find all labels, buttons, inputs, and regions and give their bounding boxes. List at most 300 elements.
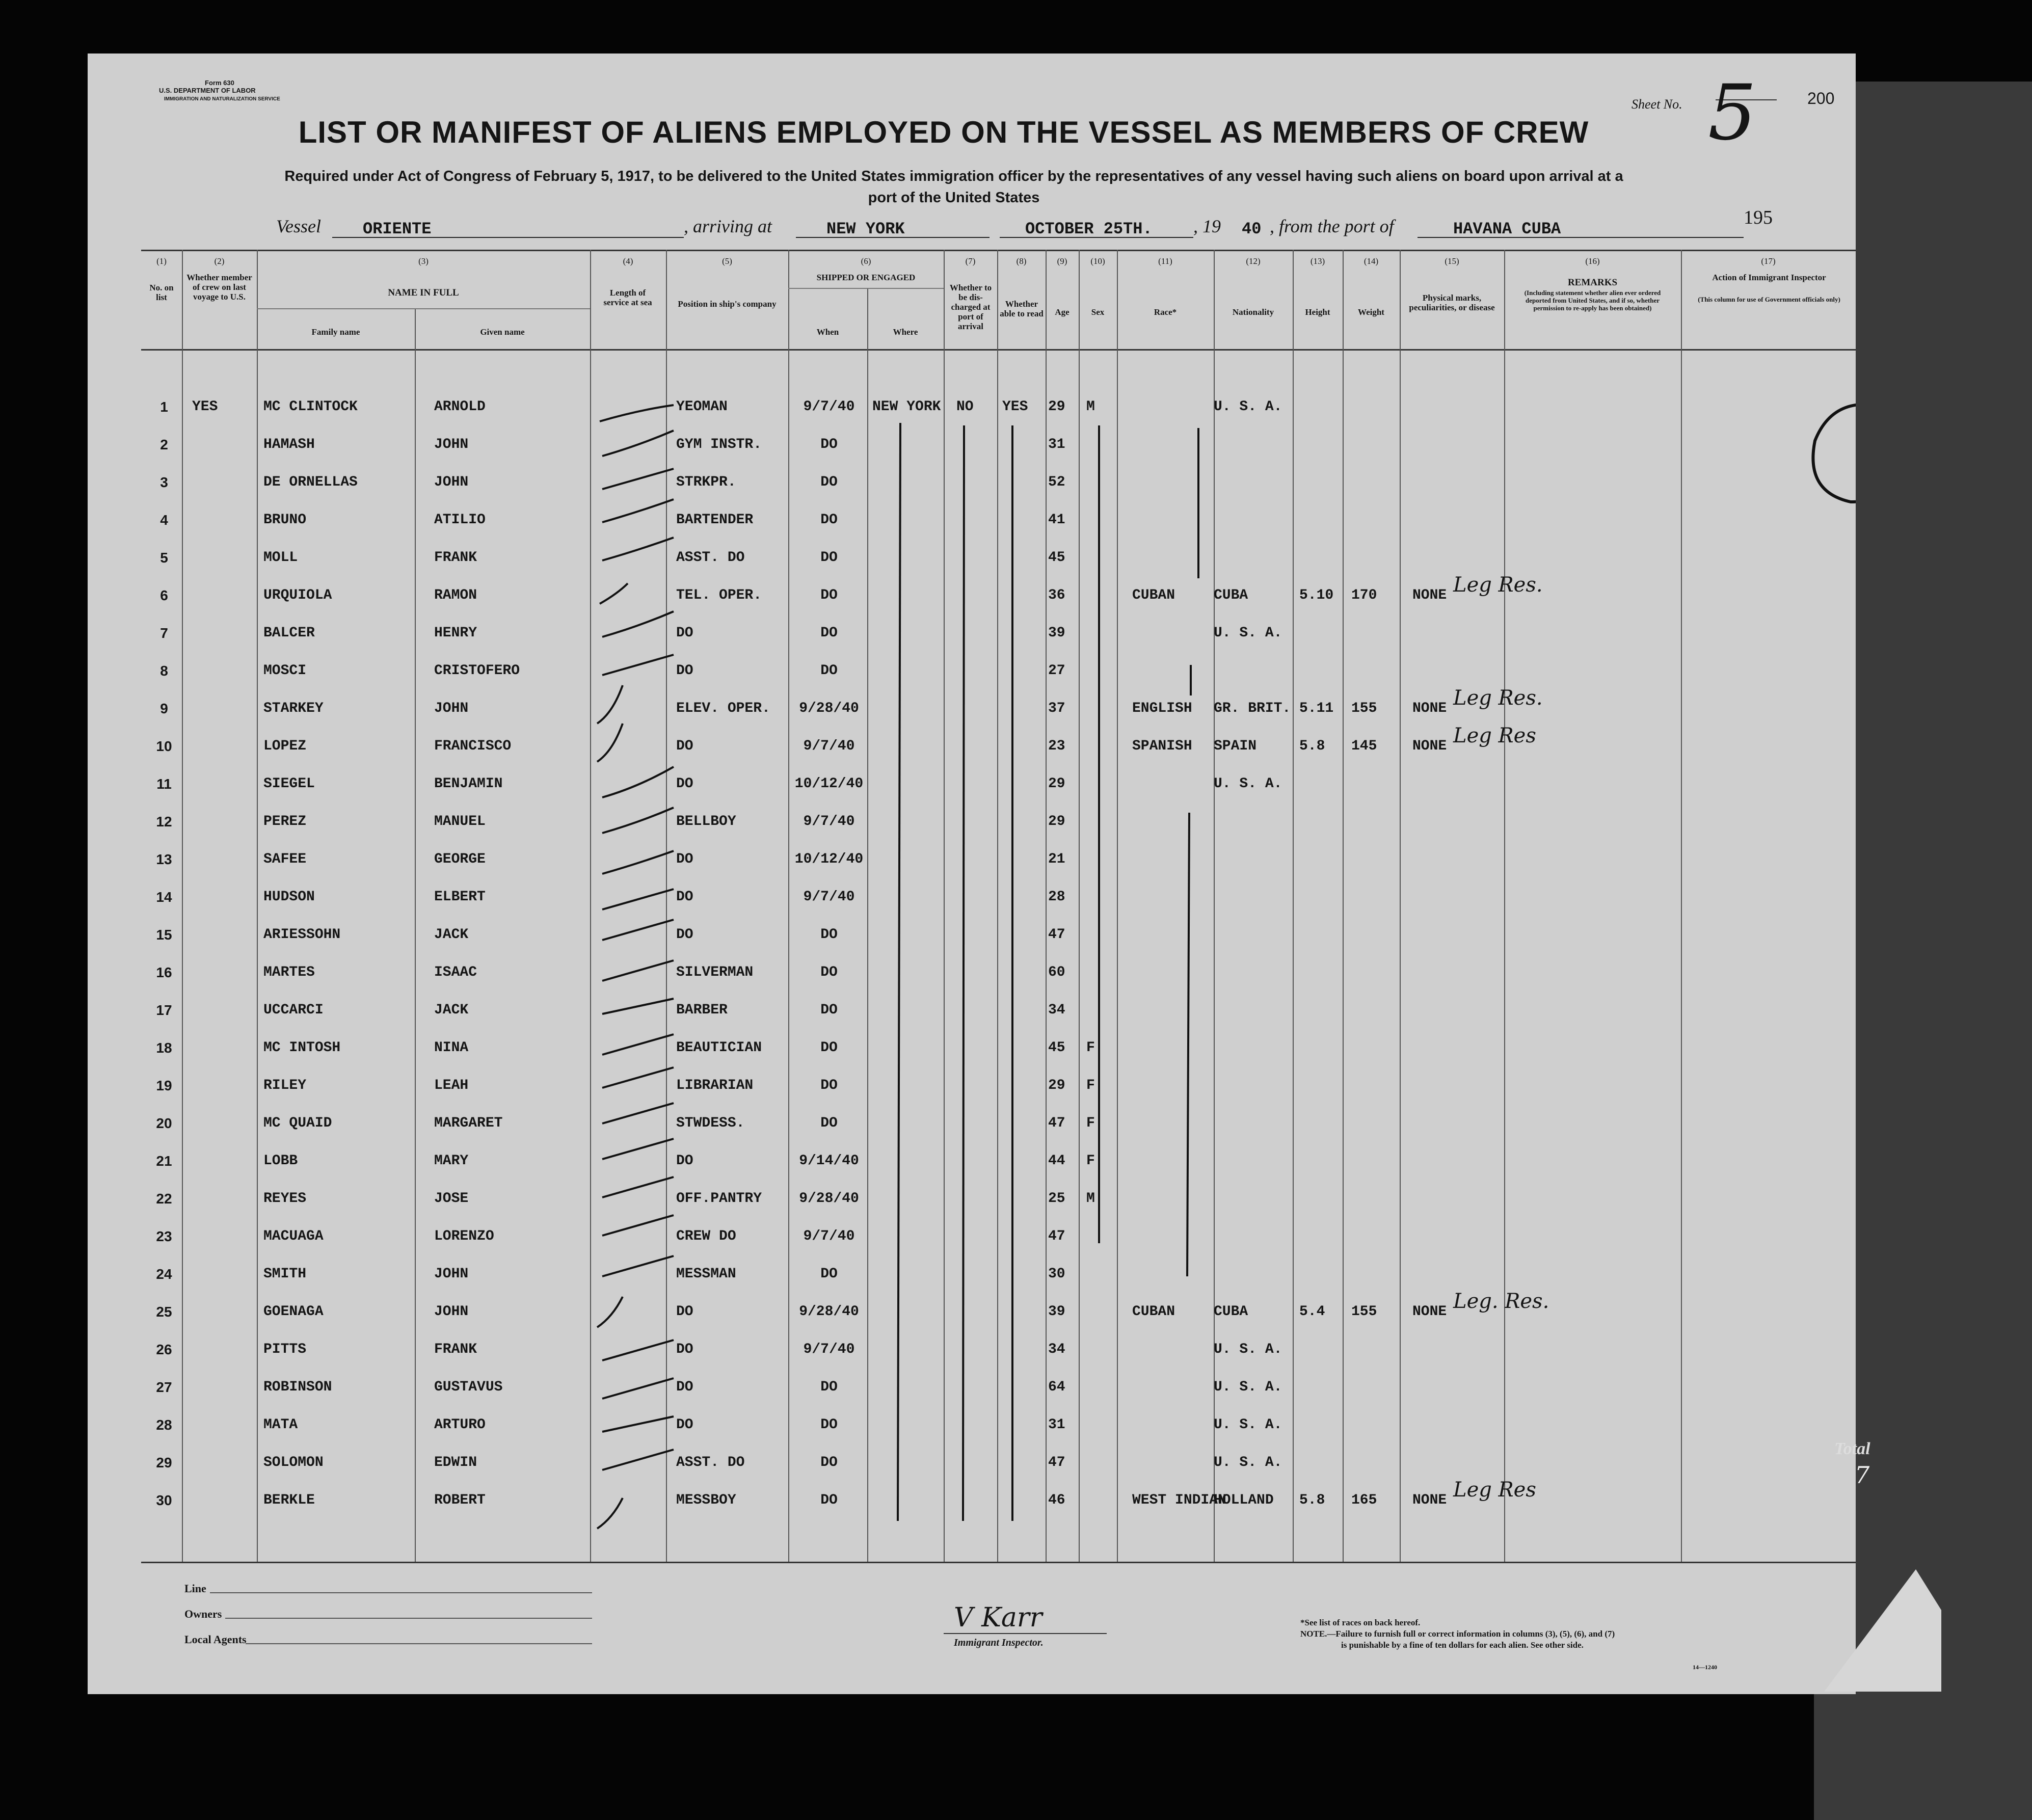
header-sex: Sex [1091,307,1105,317]
cell-when: DO [820,1002,838,1018]
header-given-name: Given name [480,327,525,337]
cell-position: ELEV. OPER. [676,701,770,716]
header-action: Action of Immigrant Inspector [1712,273,1826,282]
cell-given: JACK [434,1002,469,1018]
cell-given: HENRY [434,625,477,641]
cell-given: FRANCISCO [434,738,512,754]
cell-when: DO [820,927,838,943]
cell-when: DO [820,663,838,679]
cell-when: 9/7/40 [803,814,855,829]
cell-when: 9/7/40 [803,1342,855,1357]
folded-paper-corner [1824,1569,1941,1692]
cell-position: YEOMAN [676,399,728,415]
cell-family: MC CLINTOCK [263,399,358,415]
header-height: Height [1305,307,1330,317]
cell-family: MARTES [263,965,315,980]
cell-given: LEAH [434,1078,469,1093]
cell-given: MARGARET [434,1115,503,1131]
cell-no: 27 [156,1379,172,1395]
owners-underline [225,1618,592,1619]
cell-no: 14 [156,889,172,905]
cell-weight: 155 [1351,701,1377,716]
cell-given: ATILIO [434,512,486,528]
cell-age: 47 [1048,1228,1065,1244]
colnum-12: (12) [1246,256,1261,266]
header-action-note: (This column for use of Government officials only) [1698,296,1840,303]
cell-age: 64 [1048,1379,1065,1395]
cell-position: DO [676,889,693,905]
manifest-sheet [88,53,1856,1694]
header-shipped-engaged: SHIPPED OR ENGAGED [816,273,916,282]
colnum-16: (16) [1585,256,1600,266]
cell-family: REYES [263,1191,307,1207]
cell-position: MESSMAN [676,1266,736,1282]
colnum-14: (14) [1363,256,1379,266]
colnum-13: (13) [1310,256,1325,266]
cell-position: LIBRARIAN [676,1078,754,1093]
cell-family: MC INTOSH [263,1040,341,1056]
cell-last-voyage: YES [192,399,218,415]
cell-given: GEORGE [434,851,486,867]
cell-no: 12 [156,814,172,829]
colnum-11: (11) [1158,256,1172,266]
cell-position: DO [676,1342,693,1357]
cell-given: CRISTOFERO [434,663,520,679]
cell-no: 5 [160,550,168,566]
cell-position: DO [676,1417,693,1433]
cell-no: 18 [156,1040,172,1056]
cell-no: 21 [156,1153,172,1169]
cell-family: STARKEY [263,701,324,716]
cell-given: BENJAMIN [434,776,503,792]
cell-given: RAMON [434,587,477,603]
cell-nationality: CUBA [1214,1304,1248,1320]
cell-no: 23 [156,1228,172,1244]
cell-position: ASST. DO [676,550,745,566]
cell-age: 60 [1048,965,1065,980]
cell-position: DO [676,927,693,943]
cell-nationality: GR. BRIT. [1214,701,1291,716]
cell-no: 17 [156,1002,172,1018]
cell-family: ARIESSOHN [263,927,341,943]
from-port-label: , from the port of [1270,216,1394,236]
cell-when: DO [820,1455,838,1470]
cell-when: DO [820,587,838,603]
cell-age: 28 [1048,889,1065,905]
cell-age: 36 [1048,587,1065,603]
cell-family: PITTS [263,1342,307,1357]
cell-nationality: U. S. A. [1214,1342,1282,1357]
cell-when: 9/28/40 [799,1304,859,1320]
cell-family: HAMASH [263,437,315,452]
arrival-date: OCTOBER 25TH. [1025,220,1153,238]
cell-position: CREW DO [676,1228,736,1244]
cell-no: 24 [156,1266,172,1282]
cell-marks: NONE [1412,701,1447,716]
cell-no: 4 [160,512,168,528]
header-remarks: REMARKS [1567,277,1618,288]
cell-where: NEW YORK [872,399,941,415]
cell-age: 39 [1048,1304,1065,1320]
circle-mark [1813,405,1856,502]
form-number: Form 630 [205,79,234,87]
cell-age: 25 [1048,1191,1065,1207]
inspector-signature: V Karr [954,1602,1042,1633]
cell-position: STWDESS. [676,1115,745,1131]
cell-given: GUSTAVUS [434,1379,503,1395]
cell-position: DO [676,1379,693,1395]
cell-position: STRKPR. [676,474,736,490]
cell-no: 13 [156,851,172,867]
cell-when: DO [820,474,838,490]
cell-position: SILVERMAN [676,965,754,980]
cell-remarks: Leg. Res. [1453,1290,1549,1313]
cell-remarks: Leg Res [1453,1478,1536,1502]
cell-age: 29 [1048,776,1065,792]
cell-race: SPANISH [1132,738,1192,754]
total-value: 7 [1855,1461,1870,1489]
cell-nationality: U. S. A. [1214,625,1282,641]
cell-race: CUBAN [1132,1304,1175,1320]
cell-position: ASST. DO [676,1455,745,1470]
cell-given: LORENZO [434,1228,494,1244]
cell-no: 26 [156,1342,172,1357]
cell-no: 16 [156,965,172,980]
agents-label: Local Agents [184,1633,247,1646]
cell-no: 28 [156,1417,172,1433]
department-label: U.S. DEPARTMENT OF LABOR [159,87,256,94]
cell-position: DO [676,625,693,641]
colnum-10: (10) [1090,256,1105,266]
cell-nationality: U. S. A. [1214,1417,1282,1433]
cell-nationality: CUBA [1214,587,1248,603]
colnum-17: (17) [1761,256,1776,266]
header-physical-marks: Physical marks, peculiarities, or disease [1409,293,1495,312]
cell-sex: F [1086,1115,1095,1131]
header-remarks-note: (Including statement whether alien ever ordered deported from United States, and if so, whether permission to re-apply has been obtained) [1524,289,1661,312]
races-note: *See list of races on back hereof. [1300,1618,1421,1627]
cell-when: 10/12/40 [794,851,864,867]
cell-when: DO [820,437,838,452]
cell-age: 39 [1048,625,1065,641]
service-label: IMMIGRATION AND NATURALIZATION SERVICE [164,96,280,102]
cell-age: 29 [1048,814,1065,829]
cell-given: FRANK [434,1342,477,1357]
cell-age: 46 [1048,1492,1065,1508]
cell-when: 9/7/40 [803,889,855,905]
cell-position: BEAUTICIAN [676,1040,762,1056]
cell-given: MANUEL [434,814,486,829]
vessel-name: ORIENTE [363,220,432,238]
cell-when: 10/12/40 [794,776,864,792]
cell-family: MATA [263,1417,298,1433]
cell-age: 47 [1048,927,1065,943]
fine-note-line2: is punishable by a fine of ten dollars for each alien. See other side. [1341,1640,1584,1650]
header-race: Race* [1154,307,1177,317]
cell-position: DO [676,663,693,679]
cell-weight: 155 [1351,1304,1377,1320]
cell-race: WEST INDIAN [1132,1492,1226,1508]
cell-given: FRANK [434,550,477,566]
cell-given: JOHN [434,701,469,716]
cell-when: DO [820,1266,838,1282]
cell-sex: F [1086,1153,1095,1169]
cell-family: UCCARCI [263,1002,324,1018]
sheet-no-label: Sheet No. [1632,97,1682,112]
handwriting-layer [88,53,1856,1694]
cell-given: JOHN [434,437,469,452]
cell-no: 8 [160,663,168,679]
cell-no: 11 [156,776,172,792]
cell-when: DO [820,965,838,980]
colnum-1: (1) [156,256,167,266]
cell-weight: 165 [1351,1492,1377,1508]
cell-given: JOHN [434,1266,469,1282]
cell-family: BRUNO [263,512,307,528]
cell-age: 37 [1048,701,1065,716]
cell-position: DO [676,738,693,754]
cell-when: 9/14/40 [799,1153,859,1169]
cell-family: MOSCI [263,663,307,679]
cell-family: MACUAGA [263,1228,324,1244]
cell-sex: F [1086,1040,1095,1056]
cell-remarks: Leg Res. [1453,573,1543,597]
header-nationality: Nationality [1232,307,1274,317]
cell-when: DO [820,625,838,641]
cell-family: RILEY [263,1078,307,1093]
ditto-lines [898,423,1198,1521]
cell-given: ROBERT [434,1492,486,1508]
cell-given: ELBERT [434,889,486,905]
cell-position: MESSBOY [676,1492,736,1508]
cell-when: DO [820,512,838,528]
from-port: HAVANA CUBA [1453,220,1561,238]
colnum-3: (3) [418,256,429,266]
cell-no: 3 [160,474,168,490]
cell-given: ISAAC [434,965,477,980]
owners-label: Owners [184,1608,222,1620]
cell-marks: NONE [1412,1304,1447,1320]
cell-family: MC QUAID [263,1115,332,1131]
subtitle-line2: port of the United States [868,190,1040,206]
header-length-service: Length of service at sea [603,288,652,307]
cell-given: NINA [434,1040,469,1056]
cell-race: CUBAN [1132,587,1175,603]
cell-age: 45 [1048,550,1065,566]
cell-age: 21 [1048,851,1065,867]
cell-height: 5.8 [1299,1492,1325,1508]
colnum-5: (5) [722,256,732,266]
cell-position: DO [676,851,693,867]
colnum-2: (2) [214,256,225,266]
cell-no: 25 [156,1304,172,1320]
cell-age: 29 [1048,1078,1065,1093]
cell-family: MOLL [263,550,298,566]
subtitle-line1: Required under Act of Congress of February 5, 1917, to be delivered to the United States immigration officer by the representatives of any vessel having such aliens on board upon arrival at a [284,168,1623,184]
colnum-9: (9) [1057,256,1067,266]
cell-when: DO [820,1417,838,1433]
cell-no: 9 [160,701,168,716]
cell-when: DO [820,1078,838,1093]
cell-when: DO [820,1040,838,1056]
cell-when: DO [820,1492,838,1508]
arriving-label: , arriving at [684,216,772,236]
cell-age: 41 [1048,512,1065,528]
cell-no: 7 [160,625,168,641]
check-marks [597,405,674,1529]
header-name-in-full: NAME IN FULL [388,287,459,298]
cell-no: 30 [156,1492,172,1508]
header-where: Where [893,327,918,337]
header-family-name: Family name [311,327,360,337]
cell-family: DE ORNELLAS [263,474,358,490]
cell-marks: NONE [1412,738,1447,754]
header-age: Age [1055,307,1070,317]
cell-no: 15 [156,927,172,943]
agents-underline [246,1643,592,1644]
corner-number: 200 [1807,89,1835,108]
cell-age: 30 [1048,1266,1065,1282]
line-label: Line [184,1582,206,1595]
header-able-to-read: Whether able to read [1000,299,1044,318]
cell-remarks: Leg Res. [1453,686,1543,710]
cell-nationality: U. S. A. [1214,399,1282,415]
cell-race: ENGLISH [1132,701,1192,716]
cell-nationality: HOLLAND [1214,1492,1274,1508]
signature-underline [944,1633,1107,1634]
cell-nationality: U. S. A. [1214,776,1282,792]
cell-sex: M [1086,1191,1095,1207]
colnum-15: (15) [1445,256,1459,266]
cell-height: 5.8 [1299,738,1325,754]
colnum-8: (8) [1016,256,1027,266]
page-number: 195 [1744,207,1773,228]
cell-age: 34 [1048,1342,1065,1357]
colnum-7: (7) [965,256,976,266]
cell-weight: 170 [1351,587,1377,603]
cell-family: SMITH [263,1266,307,1282]
cell-weight: 145 [1351,738,1377,754]
cell-nationality: U. S. A. [1214,1379,1282,1395]
header-last-voyage: Whether member of crew on last voyage to U.S. [186,273,252,302]
cell-age: 29 [1048,399,1065,415]
cell-given: EDWIN [434,1455,477,1470]
cell-nationality: SPAIN [1214,738,1257,754]
cell-family: SOLOMON [263,1455,324,1470]
cell-given: JOHN [434,474,469,490]
cell-position: GYM INSTR. [676,437,762,452]
arrival-year: 40 [1242,220,1262,238]
fine-note-line1: NOTE.—Failure to furnish full or correct information in columns (3), (5), (6), and (7) [1300,1629,1615,1639]
cell-age: 31 [1048,437,1065,452]
header-discharged: Whether to be dis- charged at port of arrival [949,283,992,331]
form-code: 14—1240 [1693,1664,1717,1671]
cell-position: OFF.PANTRY [676,1191,762,1207]
cell-read: YES [1002,399,1028,415]
cell-given: JACK [434,927,469,943]
cell-when: 9/28/40 [799,1191,859,1207]
cell-sex: F [1086,1078,1095,1093]
cell-age: 23 [1048,738,1065,754]
cell-family: PEREZ [263,814,307,829]
cell-family: URQUIOLA [263,587,332,603]
header-weight: Weight [1358,307,1384,317]
cell-no: 19 [156,1078,172,1093]
cell-remarks: Leg Res [1453,724,1536,747]
cell-age: 45 [1048,1040,1065,1056]
cell-position: BARBER [676,1002,728,1018]
header-when: When [816,327,839,337]
line-underline [210,1592,592,1593]
cell-given: JOSE [434,1191,469,1207]
cell-position: BARTENDER [676,512,754,528]
cell-family: BALCER [263,625,315,641]
cell-no: 29 [156,1455,172,1470]
cell-family: SIEGEL [263,776,315,792]
cell-when: DO [820,1115,838,1131]
cell-marks: NONE [1412,1492,1447,1508]
cell-position: DO [676,1153,693,1169]
cell-age: 27 [1048,663,1065,679]
inspector-label: Immigrant Inspector. [954,1637,1044,1648]
cell-age: 44 [1048,1153,1065,1169]
cell-age: 47 [1048,1455,1065,1470]
cell-nationality: U. S. A. [1214,1455,1282,1470]
cell-family: LOPEZ [263,738,307,754]
header-no-on-list: No. on list [149,283,174,302]
cell-marks: NONE [1412,587,1447,603]
cell-age: 34 [1048,1002,1065,1018]
cell-when: DO [820,550,838,566]
cell-when: DO [820,1379,838,1395]
cell-family: GOENAGA [263,1304,324,1320]
cell-position: BELLBOY [676,814,736,829]
cell-family: SAFEE [263,851,307,867]
header-position: Position in ship's company [678,299,777,309]
total-label: Total [1834,1439,1870,1458]
cell-family: LOBB [263,1153,298,1169]
cell-sex: M [1086,399,1095,415]
cell-given: ARNOLD [434,399,486,415]
cell-family: BERKLE [263,1492,315,1508]
cell-given: MARY [434,1153,469,1169]
cell-age: 47 [1048,1115,1065,1131]
cell-when: 9/7/40 [803,1228,855,1244]
colnum-4: (4) [623,256,633,266]
cell-when: 9/7/40 [803,738,855,754]
cell-family: HUDSON [263,889,315,905]
cell-when: 9/28/40 [799,701,859,716]
cell-when: 9/7/40 [803,399,855,415]
sheet-number: 5 [1708,69,1757,157]
cell-position: DO [676,1304,693,1320]
year-prefix: , 19 [1193,216,1221,236]
cell-no: 2 [160,437,168,452]
cell-given: ARTURO [434,1417,486,1433]
arriving-port: NEW YORK [826,220,905,238]
cell-no: 10 [156,738,172,754]
colnum-6: (6) [861,256,871,266]
cell-no: 22 [156,1191,172,1207]
cell-age: 52 [1048,474,1065,490]
cell-position: DO [676,776,693,792]
cell-position: TEL. OPER. [676,587,762,603]
cell-height: 5.4 [1299,1304,1325,1320]
cell-age: 31 [1048,1417,1065,1433]
cell-no: 6 [160,587,168,603]
cell-family: ROBINSON [263,1379,332,1395]
cell-no: 20 [156,1115,172,1131]
